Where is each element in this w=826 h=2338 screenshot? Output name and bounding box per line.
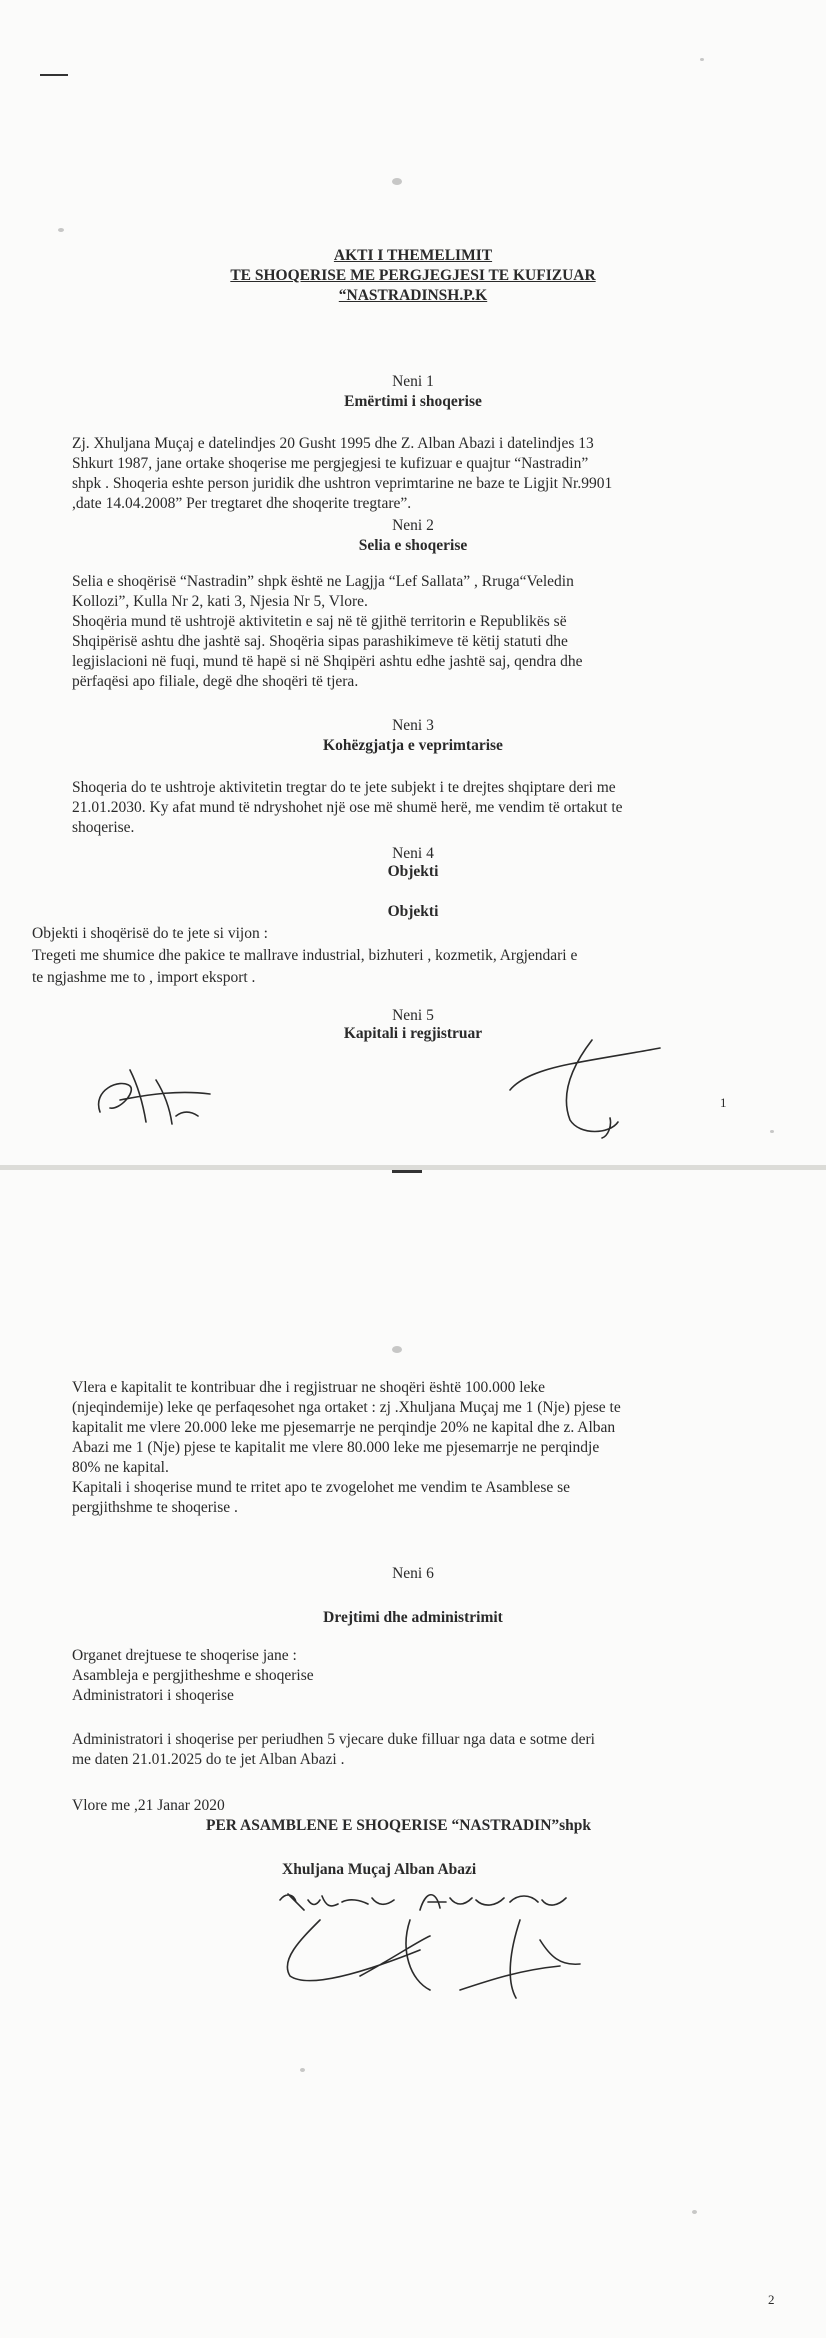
article-4-label: Neni 4: [392, 845, 434, 862]
article-1-heading: Emërtimi i shoqerise: [344, 393, 482, 410]
title-line-1: AKTI I THEMELIMIT: [333, 247, 493, 264]
administrator-line: Administratori i shoqerise per periudhen 5 vjecare duke filluar nga data e sotme deri: [72, 1731, 595, 1748]
article-3-line: Shoqeria do te ushtroje aktivitetin tregtar do te jete subjekt i te drejtes shqiptare deri me: [72, 779, 616, 796]
article-5-label: Neni 5: [392, 1007, 434, 1024]
signature-right: [500, 1030, 670, 1140]
article-1-line: ,date 14.04.2008” Per tregtaret dhe shoqerite tregtare”.: [72, 495, 412, 512]
article-2-heading: Selia e shoqerise: [358, 537, 468, 554]
article-4-heading-repeat: Objekti: [387, 903, 439, 920]
capital-line: (njeqindemije) leke qe perfaqesohet nga ortaket : zj .Xhuljana Muçaj me 1 (Nje) pjese te: [72, 1399, 621, 1416]
capital-line: kapitalit me vlere 20.000 leke me pjesemarrje ne perqindje 20% ne kapital dhe z. Alban: [72, 1419, 616, 1436]
signature-left: [80, 1050, 220, 1130]
article-4-line: te ngjashme me to , import eksport .: [32, 969, 256, 986]
scan-speck: [300, 2068, 305, 2072]
organs-line: Organet drejtuese te shoqerise jane :: [72, 1647, 297, 1664]
article-2-line: Kollozi”, Kulla Nr 2, kati 3, Njesia Nr 5, Vlore.: [72, 593, 368, 610]
capital-line: Vlera e kapitalit te kontribuar dhe i regjistruar ne shoqëri është 100.000 leke: [72, 1379, 546, 1396]
article-1-label: Neni 1: [392, 373, 434, 390]
article-6-label: Neni 6: [392, 1565, 434, 1582]
scan-speck: [692, 2210, 697, 2214]
article-1-line: Shkurt 1987, jane ortake shoqerise me pergjegjesi te kufizuar e quajtur “Nastradin”: [72, 455, 589, 472]
assembly-line: PER ASAMBLENE E SHOQERISE “NASTRADIN”shpk: [206, 1817, 592, 1834]
capital-line: Kapitali i shoqerise mund te rritet apo te zvogelohet me vendim te Asamblese se: [72, 1479, 571, 1496]
article-5-heading: Kapitali i regjistruar: [343, 1025, 483, 1042]
document-page-1: [0, 0, 826, 1165]
scan-speck: [392, 1346, 402, 1353]
article-2-label: Neni 2: [392, 517, 434, 534]
page-number: 1: [720, 1095, 727, 1110]
article-2-line: legjislacioni në fuqi, mund të hapë si në Shqipëri ashtu edhe jashtë saj, qendra dhe: [72, 653, 583, 670]
capital-line: 80% ne kapital.: [72, 1459, 169, 1476]
article-4-line: Tregeti me shumice dhe pakice te mallrave industrial, bizhuteri , kozmetik, Argjendari e: [32, 947, 578, 964]
administrator-line: me daten 21.01.2025 do te jet Alban Abazi .: [72, 1751, 345, 1768]
article-4-heading: Objekti: [387, 863, 439, 880]
page-number: 2: [768, 2292, 775, 2307]
article-1-line: shpk . Shoqeria eshte person juridik dhe ushtron veprimtarine ne baze te Ligjit Nr.9901: [72, 475, 613, 492]
signatures-block: [260, 1880, 620, 2010]
article-3-line: shoqerise.: [72, 819, 135, 836]
article-3-label: Neni 3: [392, 717, 434, 734]
organs-line: Asambleja e pergjitheshme e shoqerise: [72, 1667, 314, 1684]
place-date: Vlore me ,21 Janar 2020: [72, 1797, 225, 1814]
scan-speck: [58, 228, 64, 232]
scan-speck: [700, 58, 704, 61]
title-line-2: TE SHOQERISE ME PERGJEGJESI TE KUFIZUAR: [230, 267, 596, 284]
article-2-line: Shoqëria mund të ushtrojë aktivitetin e saj në të gjithë territorin e Republikës së: [72, 613, 567, 630]
article-2-line: Shqipërisë ashtu dhe jashtë saj. Shoqëria sipas parashikimeve të këtij statuti dhe: [72, 633, 568, 650]
signatories-names: Xhuljana Muçaj Alban Abazi: [282, 1861, 477, 1878]
title-line-3: “NASTRADINSH.P.K: [338, 287, 488, 304]
scan-mark: [392, 1170, 422, 1173]
article-3-line: 21.01.2030. Ky afat mund të ndryshohet një ose më shumë herë, me vendim të ortakut te: [72, 799, 623, 816]
article-3-heading: Kohëzgjatja e veprimtarise: [323, 737, 503, 754]
scan-speck: [770, 1130, 774, 1133]
article-4-line: Objekti i shoqërisë do te jete si vijon :: [32, 925, 268, 942]
scan-speck: [392, 178, 402, 185]
organs-line: Administratori i shoqerise: [72, 1687, 234, 1704]
capital-line: pergjithshme te shoqerise .: [72, 1499, 238, 1516]
article-2-line: Selia e shoqërisë “Nastradin” shpk është ne Lagjja “Lef Sallata” , Rruga“Veledin: [72, 573, 574, 590]
article-1-line: Zj. Xhuljana Muçaj e datelindjes 20 Gusht 1995 dhe Z. Alban Abazi i datelindjes 13: [72, 435, 594, 452]
article-2-line: përfaqësi apo filiale, degë dhe shoqëri të tjera.: [72, 673, 359, 690]
document-page-2: [0, 1170, 826, 2338]
scan-mark: [40, 74, 68, 76]
article-6-heading: Drejtimi dhe administrimit: [323, 1609, 503, 1626]
capital-line: Abazi me 1 (Nje) pjese te kapitalit me vlere 80.000 leke me pjesemarrje ne perqindje: [72, 1439, 600, 1456]
